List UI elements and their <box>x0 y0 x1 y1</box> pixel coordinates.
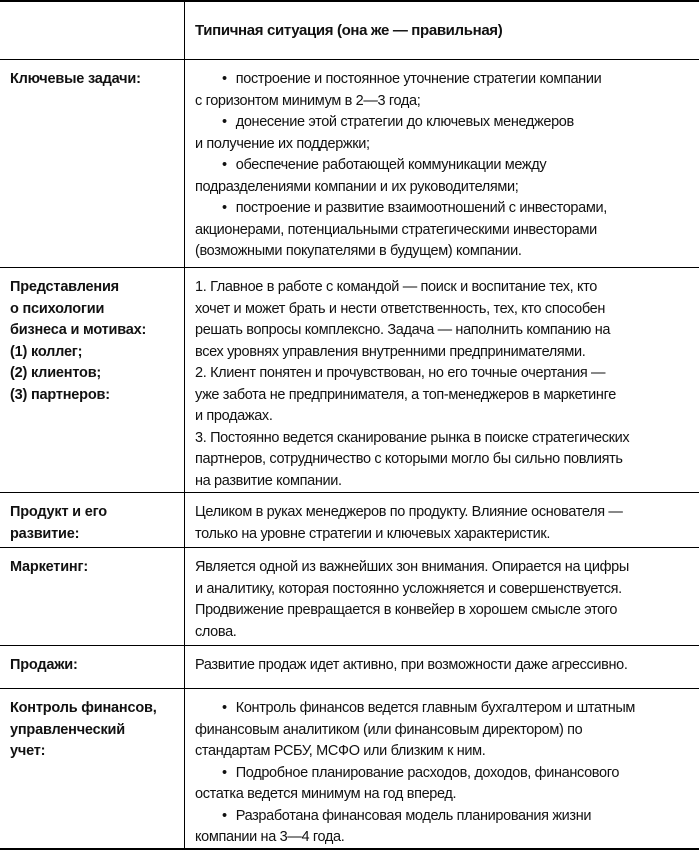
header-left-cell <box>0 2 185 59</box>
table-row-marketing <box>0 547 699 645</box>
table-row-psychology <box>0 267 699 492</box>
text-line: 3. Постоянно ведется сканирование рынка в поиске стратегических <box>195 429 630 446</box>
label-line: бизнеса и мотивах: <box>10 322 147 338</box>
bullet-icon: • <box>222 71 227 87</box>
row-content <box>185 548 699 645</box>
label-line: Контроль финансов, <box>10 700 157 716</box>
bullet-text: построение и постоянное уточнение стратегии компании <box>235 71 602 87</box>
text-line: Продвижение превращается в конвейер в хорошем смысле этого <box>195 602 618 618</box>
label-line: учет: <box>10 743 46 759</box>
table-row-sales <box>0 645 699 688</box>
row-label <box>0 493 185 547</box>
bullet-icon: • <box>222 807 227 824</box>
bullet-continuation: стандартам РСБУ, МСФО или близким к ним. <box>195 743 486 759</box>
bullet-continuation: компании на 3—4 года. <box>195 829 345 845</box>
text-line: 2. Клиент понятен и прочувствован, но его точные очертания — <box>195 365 606 381</box>
label-line: Ключевые задачи: <box>10 71 141 87</box>
text-line: и продажах. <box>195 408 273 424</box>
label-line: Маркетинг: <box>10 559 88 575</box>
text-line: Является одной из важнейших зон внимания. Опирается на цифры <box>195 559 629 575</box>
bullet-continuation: (возможными покупателями в будущем) компании. <box>195 243 522 259</box>
text-line: всех уровнях управления внутренними предпринимателями. <box>195 343 586 360</box>
row-label <box>0 60 185 267</box>
bullet-item <box>195 69 695 91</box>
label-line: о психологии <box>10 300 105 317</box>
label-line: (1) коллег; <box>10 343 83 360</box>
bullet-continuation: подразделениями компании и их руководителями; <box>195 178 519 195</box>
text-line: на развитие компании. <box>195 472 342 489</box>
text-line: Развитие продаж идет активно, при возможности даже агрессивно. <box>195 657 628 673</box>
bullet-icon: • <box>222 700 227 716</box>
bullet-text: построение и развитие взаимоотношений с инвесторами, <box>235 200 607 216</box>
bullet-text: донесение этой стратегии до ключевых менеджеров <box>235 114 574 130</box>
table-row-key-tasks <box>0 59 699 267</box>
bullet-text: Подробное планирование расходов, доходов, финансового <box>235 764 620 781</box>
bullet-continuation: с горизонтом минимум в 2—3 года; <box>195 92 421 109</box>
label-line: Продажи: <box>10 657 78 673</box>
row-content <box>185 689 699 848</box>
bullet-continuation: остатка ведется минимум на год вперед. <box>195 786 457 802</box>
label-line: управленческий <box>10 721 125 738</box>
row-content <box>185 646 699 688</box>
row-label <box>0 548 185 645</box>
text-line: слова. <box>195 623 237 640</box>
row-content <box>185 60 699 267</box>
label-line: Продукт и его <box>10 504 107 520</box>
text-line: только на уровне стратегии и ключевых характеристик. <box>195 525 551 542</box>
table-header-row <box>0 2 699 59</box>
text-line: партнеров, сотрудничество с которыми могло бы сильно повлиять <box>195 451 623 467</box>
text-line: и аналитику, которая постоянно усложняется и совершенствуется. <box>195 580 622 597</box>
bullet-item <box>195 763 695 785</box>
row-content <box>185 493 699 547</box>
text-line: решать вопросы комплексно. Задача — наполнить компанию на <box>195 322 611 338</box>
bullet-continuation: акционерами, потенциальными стратегическими инвесторами <box>195 221 597 238</box>
bullet-icon: • <box>222 200 227 216</box>
row-content <box>185 268 699 492</box>
bullet-icon: • <box>222 114 227 130</box>
text-line: уже забота не предпринимателя, а топ-менеджеров в маркетинге <box>195 386 616 403</box>
bullet-icon: • <box>222 764 227 781</box>
text-line: хочет и может брать и нести ответственность, тех, кто способен <box>195 300 605 317</box>
bullet-item <box>195 155 695 177</box>
bullet-item <box>195 198 695 220</box>
label-line: развитие: <box>10 525 80 542</box>
bullet-icon: • <box>222 157 227 173</box>
row-label <box>0 689 185 848</box>
bullet-text: Разработана финансовая модель планирования жизни <box>235 807 592 824</box>
table-row-finance <box>0 688 699 848</box>
header-right-cell: Типичная ситуация (она же — правильная) <box>195 22 503 39</box>
bullet-continuation: и получение их поддержки; <box>195 135 370 152</box>
bullet-text: Контроль финансов ведется главным бухгалтером и штатным <box>235 700 636 716</box>
bullet-item <box>195 112 695 134</box>
text-line: 1. Главное в работе с командой — поиск и воспитание тех, кто <box>195 279 597 295</box>
bullet-item <box>195 806 695 828</box>
row-label <box>0 268 185 492</box>
label-line: Представления <box>10 279 119 295</box>
row-label <box>0 646 185 688</box>
bullet-item <box>195 698 695 720</box>
label-line: (3) партнеров: <box>10 386 110 403</box>
text-line: Целиком в руках менеджеров по продукту. Влияние основателя — <box>195 504 623 520</box>
bullet-text: обеспечение работающей коммуникации между <box>235 157 547 173</box>
bullet-continuation: финансовым аналитиком (или финансовым директором) по <box>195 721 583 738</box>
label-line: (2) клиентов; <box>10 365 102 381</box>
table-row-product <box>0 492 699 547</box>
